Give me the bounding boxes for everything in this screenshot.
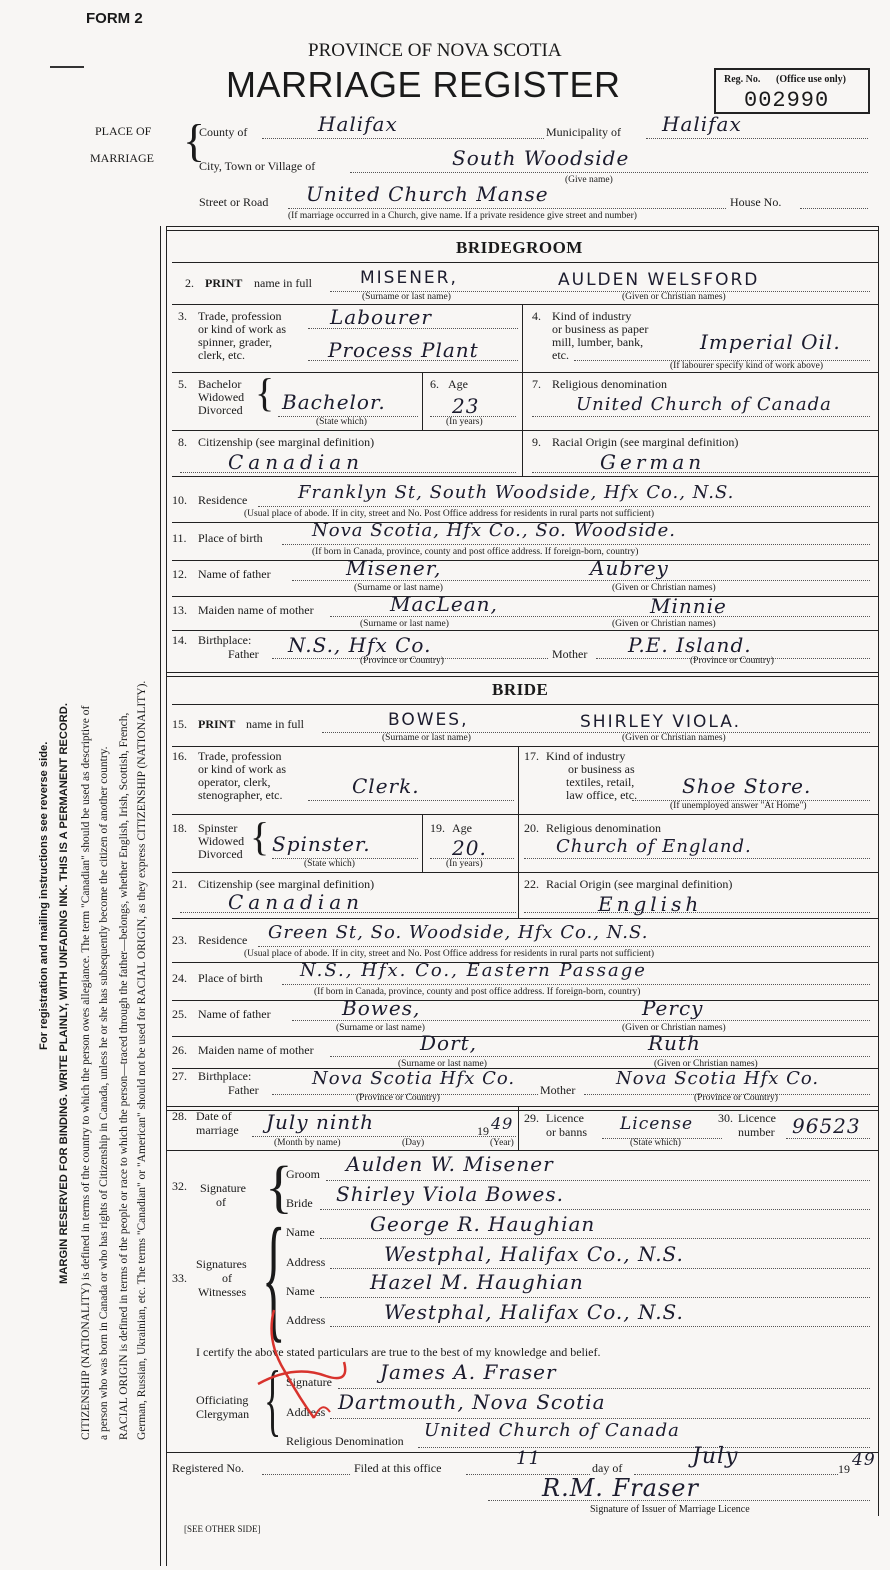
witness1-address[interactable]: Westphal, Halifax Co., N.S. [384,1242,684,1266]
marriage-month-day[interactable]: July ninth [266,1110,375,1134]
bride-mother-surname[interactable]: Dort, [420,1031,478,1055]
margin-mark [50,66,84,68]
house-number-label: House No. [730,195,782,209]
binding-line-outer [160,226,161,1566]
place-group-label-2: MARRIAGE [90,151,155,165]
bride-age[interactable]: 20. [452,836,487,860]
margin-racial-def-2: German, Russian, Ukrainian, etc. The terms "Canadian" or "American" should not be used for RACIAL ORIGIN, as they express CITIZENSHIP (NATIONALITY). [136,680,148,1440]
municipality-label: Municipality of [546,125,621,139]
groom-father-given[interactable]: Aubrey [590,556,669,580]
groom-racial-origin[interactable]: German [600,450,706,474]
reg-office-note: (Office use only) [776,74,846,85]
witness2-name[interactable]: Hazel M. Haughian [370,1270,584,1294]
margin-citizenship-def-2: a person who was born in Canada or who has rights of Citizenship in Canada, unless he or she has subsequently become the citizen of another country. [98,746,110,1440]
witness1-name[interactable]: George R. Haughian [370,1212,596,1236]
licence-number[interactable]: 96523 [792,1114,861,1138]
groom-trade-2[interactable]: Process Plant [328,338,479,362]
street-label: Street or Road [199,195,269,209]
groom-trade-1[interactable]: Labourer [330,305,432,329]
street-value[interactable]: United Church Manse [306,182,549,206]
groom-marital-status[interactable]: Bachelor. [282,390,386,414]
bride-father-surname[interactable]: Bowes, [342,996,421,1020]
groom-mother-surname[interactable]: MacLean, [390,592,498,616]
reg-label: Reg. No. [724,74,761,85]
margin-racial-def-1: RACIAL ORIGIN is defined in terms of the people or race to which the person—traced through the father—belongs, whether English, Irish, Scottish, French, [118,712,130,1440]
bride-religion[interactable]: Church of England. [556,836,752,857]
registered-number-label: Registered No. [172,1461,244,1475]
certification-statement: I certify the above stated particulars are true to the best of my knowledge and belief. [196,1345,601,1359]
issuer-signature[interactable]: R.M. Fraser [542,1474,699,1502]
groom-religion[interactable]: United Church of Canada [576,394,832,415]
bride-trade[interactable]: Clerk. [352,774,420,798]
see-other-side: [SEE OTHER SIDE] [184,1524,261,1534]
groom-industry[interactable]: Imperial Oil. [700,330,841,354]
groom-place-of-birth[interactable]: Nova Scotia, Hfx Co., So. Woodside. [312,520,676,541]
section-bride: BRIDE [492,680,549,699]
bride-mother-birthplace[interactable]: Nova Scotia Hfx Co. [616,1068,820,1089]
bride-given-names[interactable]: SHIRLEY VIOLA. [580,712,742,732]
reg-number-box [714,68,870,114]
groom-residence[interactable]: Franklyn St, South Woodside, Hfx Co., N.S. [298,482,735,503]
groom-age[interactable]: 23 [452,394,480,418]
place-group-label-1: PLACE OF [95,124,152,138]
licence-or-banns[interactable]: License [620,1114,694,1134]
groom-mother-birthplace[interactable]: P.E. Island. [628,633,752,657]
clergy-denomination[interactable]: United Church of Canada [424,1420,680,1441]
city-value[interactable]: South Woodside [452,146,630,170]
form-number: FORM 2 [86,10,143,27]
province-heading: PROVINCE OF NOVA SCOTIA [308,40,562,61]
bride-marital-status[interactable]: Spinster. [272,832,371,856]
groom-surname[interactable]: MISENER, [360,268,458,288]
issuer-label: Signature of Issuer of Marriage Licence [590,1504,750,1515]
groom-signature[interactable]: Aulden W. Misener [346,1152,554,1176]
street-note: (If marriage occurred in a Church, give name. If a private residence give street and number) [288,211,637,221]
groom-father-birthplace[interactable]: N.S., Hfx Co. [288,633,432,657]
bride-father-given[interactable]: Percy [642,996,704,1020]
clergy-address[interactable]: Dartmouth, Nova Scotia [338,1390,606,1414]
witness2-address[interactable]: Westphal, Halifax Co., N.S. [384,1300,684,1324]
marriage-year[interactable]: 49 [491,1114,514,1133]
city-label: City, Town or Village of [199,159,316,173]
margin-citizenship-def-1: CITIZENSHIP (NATIONALITY) is defined in terms of the country to which the person owes allegiance. The term "Canadian" should be used as descriptive of [80,705,92,1440]
binding-line-inner [166,226,167,1566]
groom-given-names[interactable]: AULDEN WELSFORD [558,270,760,290]
bride-industry[interactable]: Shoe Store. [682,774,812,798]
page-title: MARRIAGE REGISTER [226,64,621,105]
place-brace: { [183,115,206,166]
bride-racial-origin[interactable]: English [598,892,703,916]
groom-father-surname[interactable]: Misener, [346,556,442,580]
give-name-caption: (Give name) [565,175,613,185]
groom-citizenship[interactable]: Canadian [228,450,365,474]
reg-number: 002990 [744,88,830,113]
bride-surname[interactable]: BOWES, [388,710,469,730]
bride-citizenship[interactable]: Canadian [228,890,365,914]
bride-mother-given[interactable]: Ruth [648,1031,701,1055]
county-value[interactable]: Halifax [318,112,398,136]
clergy-signature[interactable]: James A. Fraser [380,1360,557,1384]
bride-signature[interactable]: Shirley Viola Bowes. [336,1182,564,1206]
margin-instructions: For registration and mailing instructions see reverse side. [38,741,50,1050]
groom-mother-given[interactable]: Minnie [650,594,727,618]
county-label: County of [199,125,248,139]
municipality-value[interactable]: Halifax [662,112,742,136]
section-bridegroom: BRIDEGROOM [456,238,583,257]
red-check-mark [254,1300,364,1430]
filed-year[interactable]: 49 [852,1450,876,1470]
filed-day[interactable]: 11 [516,1448,541,1469]
margin-binding-note: MARGIN RESERVED FOR BINDING. WRITE PLAINLY, WITH UNFADING INK. THIS IS A PERMANENT RECORD. [58,703,70,1284]
filed-label: Filed at this office [354,1461,442,1475]
bride-father-birthplace[interactable]: Nova Scotia Hfx Co. [312,1068,516,1089]
filed-month[interactable]: July [692,1444,739,1469]
bride-residence[interactable]: Green St, So. Woodside, Hfx Co., N.S. [268,922,649,943]
bride-place-of-birth[interactable]: N.S., Hfx. Co., Eastern Passage [300,960,647,981]
